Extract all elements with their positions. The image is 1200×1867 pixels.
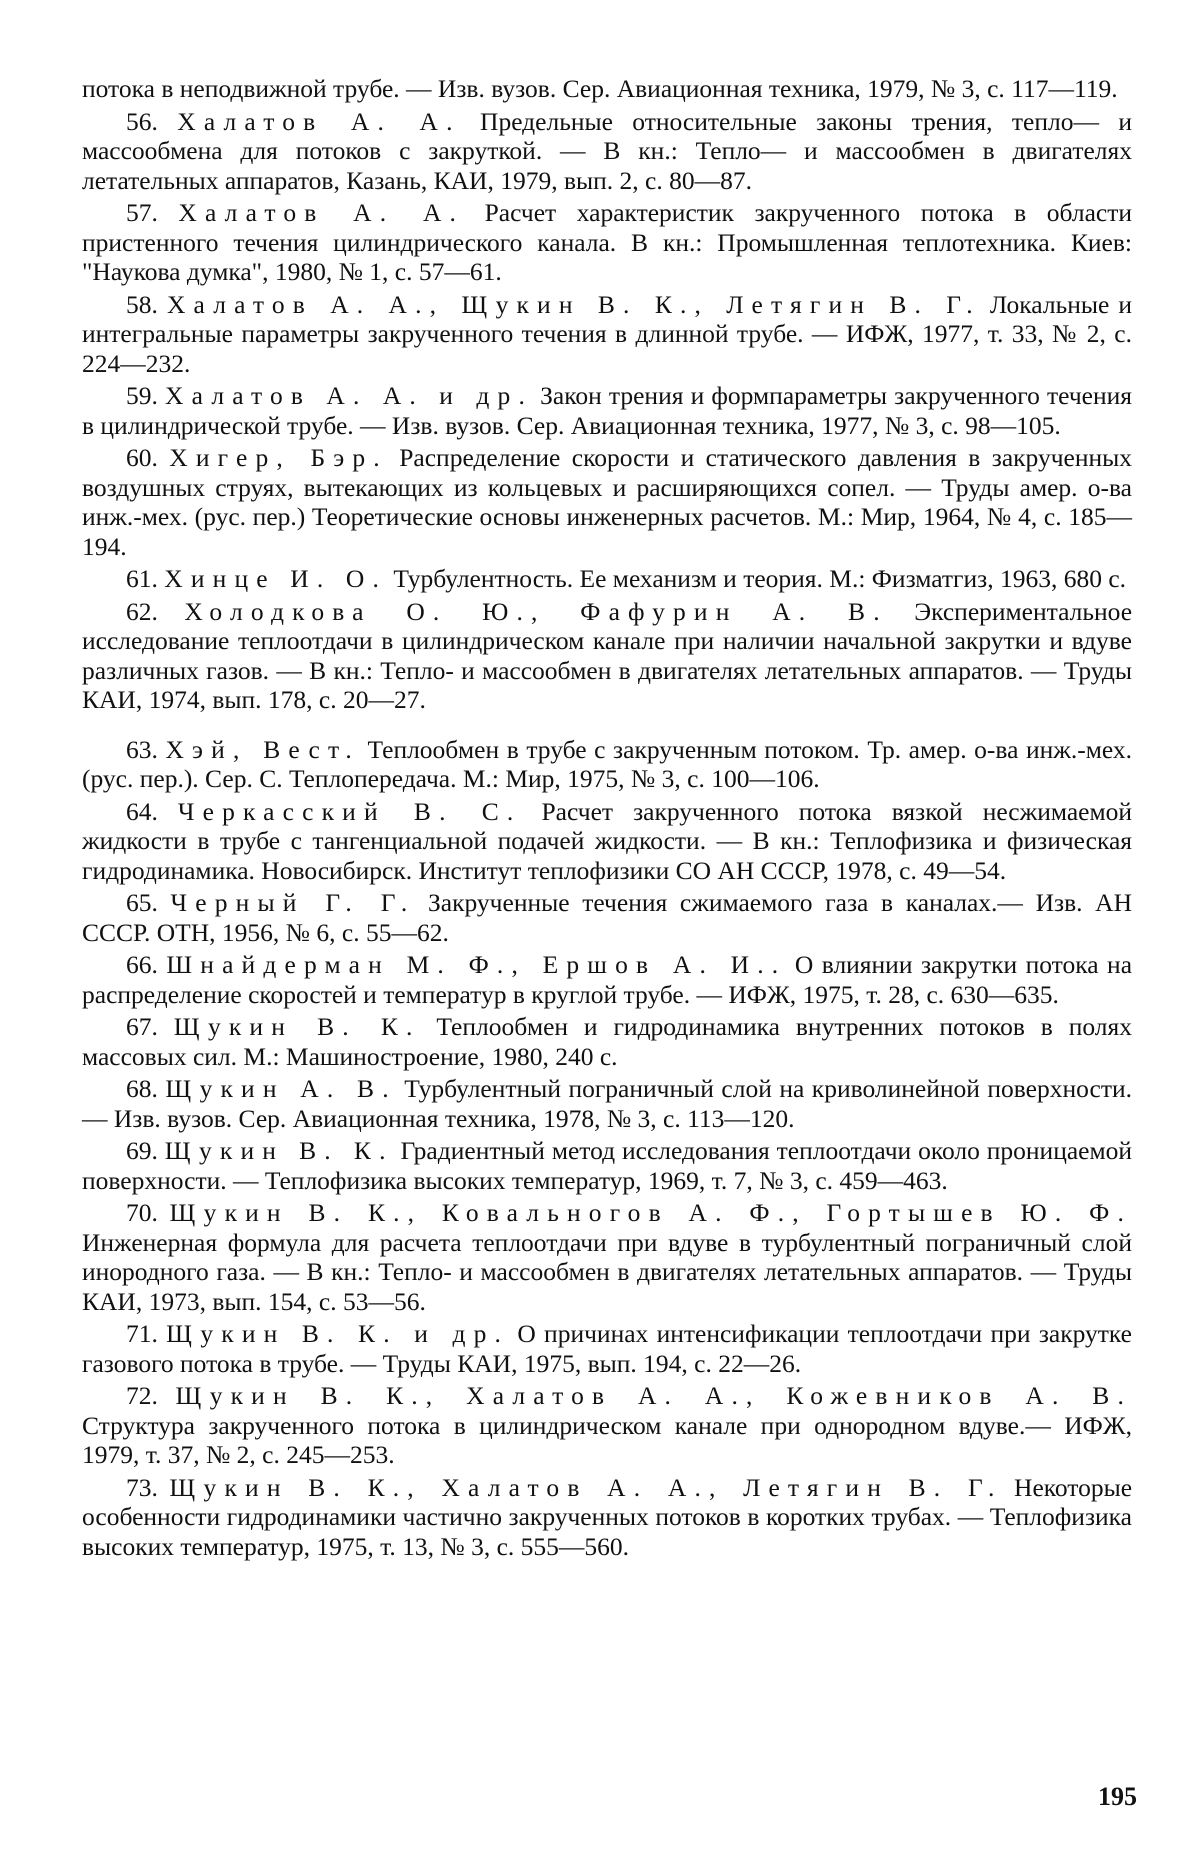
reference-author: Щукин В. К., Ковальногов А. Ф., Гортышев Ю. Ф.	[169, 1198, 1132, 1227]
reference-text: Локальные и интегральные параметры закрученного течения в длинной трубе. — ИФЖ, 1977, т. 33, № 2, с. 224—232.	[82, 290, 1132, 378]
reference-text: Закрученные течения сжимаемого газа в каналах.— Изв. АН СССР. ОТН, 1956, № 6, с. 55—62.	[82, 888, 1132, 947]
reference-number: 65.	[126, 888, 158, 917]
reference-entry-58	[82, 290, 1132, 379]
reference-entry-68	[82, 1074, 1132, 1133]
reference-number: 72.	[126, 1381, 158, 1410]
page-number: 195	[1098, 1782, 1137, 1812]
reference-entry-62	[82, 597, 1132, 715]
reference-text: потока в неподвижной трубе. — Изв. вузов. Сер. Авиационная техника, 1979, № 3, с. 117—119.	[82, 74, 1118, 103]
reference-entry-67	[82, 1012, 1132, 1071]
reference-author: Черный Г. Г.	[171, 888, 416, 917]
reference-entry-70	[82, 1198, 1132, 1316]
reference-entry-66	[82, 950, 1132, 1009]
reference-author: Холодкова О. Ю., Фафурин А. В.	[184, 597, 887, 626]
reference-text: Расчет характеристик закрученного потока в области пристенного течения цилиндрического канала. В кн.: Промышленная теплотехника. Киев: "Наукова думка", 1980, № 1, с. 57—61.	[82, 198, 1132, 286]
reference-number: 61.	[126, 564, 158, 593]
document-page	[0, 0, 1200, 1867]
reference-entry-continued	[82, 74, 1132, 104]
reference-text: Теплообмен в трубе с закрученным потоком. Тр. амер. о-ва инж.-мех. (рус. пер.). Сер. С. Теплопередача. М.: Мир, 1975, № 3, с. 100—106.	[82, 735, 1132, 794]
reference-author: Щукин В. К. и др.	[166, 1319, 509, 1348]
reference-text: Инженерная формула для расчета теплоотдачи при вдуве в турбулентный пограничный слой инородного газа. — В кн.: Тепло- и массообмен в двигателях летательных аппаратов. — Труды КАИ, 1973, вып. 154, с. 53—56.	[82, 1228, 1132, 1316]
reference-text: Предельные относительные законы трения, тепло— и массообмена для потоков с закруткой. — В кн.: Тепло— и массообмен в двигателях летательных аппаратов, Казань, КАИ, 1979, вып. 2, с. 80—87.	[82, 107, 1132, 195]
reference-number: 73.	[126, 1473, 158, 1502]
reference-author: Щукин А. В.	[165, 1074, 396, 1103]
reference-entry-71	[82, 1319, 1132, 1378]
reference-text: О причинах интенсификации теплоотдачи при закрутке газового потока в трубе. — Труды КАИ, 1975, вып. 194, с. 22—26.	[82, 1319, 1132, 1378]
reference-text: Турбулентный пограничный слой на криволинейной поверхности. — Изв. вузов. Сер. Авиационная техника, 1978, № 3, с. 113—120.	[82, 1074, 1132, 1133]
reference-number: 69.	[126, 1136, 158, 1165]
reference-number: 71.	[126, 1319, 158, 1348]
reference-number: 68.	[126, 1074, 158, 1103]
reference-author: Щукин В. К.	[165, 1136, 394, 1165]
reference-number: 62.	[126, 597, 158, 626]
reference-author: Хэй, Вест.	[165, 735, 359, 764]
reference-number: 63.	[126, 735, 158, 764]
reference-entry-73	[82, 1473, 1132, 1562]
reference-text: Экспериментальное исследование теплоотдачи в цилиндрическом канале при наличии начальной закрутки и вдуве различных газов. — В кн.: Тепло- и массообмен в двигателях летательных аппаратов. — Труды КАИ, 1974, вып. 178, с. 20—27.	[82, 597, 1132, 715]
reference-author: Щукин В. К., Халатов А. А., Летягин В. Г.	[169, 1473, 1002, 1502]
reference-entry-69	[82, 1136, 1132, 1195]
reference-author: Щукин В. К., Халатов А. А., Кожевников А. В.	[176, 1381, 1133, 1410]
reference-text: Некоторые особенности гидродинамики частично закрученных потоков в коротких трубах. — Теплофизика высоких температур, 1975, т. 13, № 3, с. 555—560.	[82, 1473, 1132, 1561]
reference-number: 57.	[126, 198, 158, 227]
reference-text: Теплообмен и гидродинамика внутренних потоков в полях массовых сил. М.: Машиностроение, 1980, 240 с.	[82, 1012, 1132, 1071]
reference-number: 66.	[126, 950, 158, 979]
reference-author: Халатов А. А. и др.	[165, 381, 533, 410]
reference-author: Щукин В. К.	[174, 1012, 421, 1041]
reference-entry-61	[82, 564, 1132, 594]
reference-number: 60.	[126, 443, 158, 472]
reference-author: Халатов А. А.	[178, 198, 464, 227]
reference-author: Черкасский В. С.	[178, 797, 522, 826]
reference-text: Закон трения и формпараметры закрученного течения в цилиндрической трубе. — Изв. вузов. Сер. Авиационная техника, 1977, № 3, с. 98—105.	[82, 381, 1132, 440]
reference-entry-65	[82, 888, 1132, 947]
reference-entry-72	[82, 1381, 1132, 1470]
reference-entry-56	[82, 107, 1132, 196]
reference-author: Шнайдерман М. Ф., Ершов А. И..	[166, 950, 786, 979]
reference-author: Хинце И. О.	[164, 564, 387, 593]
reference-number: 58.	[126, 290, 158, 319]
reference-text: Распределение скорости и статического давления в закрученных воздушных струях, вытекающих из кольцевых и расширяющихся сопел. — Труды амер. о-ва инж.-мех. (рус. пер.) Теоретические основы инженерных расчетов. М.: Мир, 1964, № 4, с. 185—194.	[82, 443, 1132, 561]
reference-entry-64	[82, 797, 1132, 886]
reference-text: Структура закрученного потока в цилиндрическом канале при однородном вдуве.— ИФЖ, 1979, т. 37, № 2, с. 245—253.	[82, 1411, 1132, 1470]
reference-entry-57	[82, 198, 1132, 287]
reference-text: Расчет закрученного потока вязкой несжимаемой жидкости в трубе с тангенциальной подачей жидкости. — В кн.: Теплофизика и физическая гидродинамика. Новосибирск. Институт теплофизики СО АН СССР, 1978, с. 49—54.	[82, 797, 1132, 885]
reference-number: 59.	[126, 381, 158, 410]
reference-author: Хигер, Бэр.	[169, 443, 388, 472]
bibliography-list	[82, 74, 1132, 1564]
reference-number: 64.	[126, 797, 158, 826]
reference-number: 56.	[126, 107, 158, 136]
reference-text: О влиянии закрутки потока на распределение скоростей и температур в круглой трубе. — ИФЖ, 1975, т. 28, с. 630—635.	[82, 950, 1132, 1009]
reference-text: Градиентный метод исследования теплоотдачи около проницаемой поверхности. — Теплофизика высоких температур, 1969, т. 7, № 3, с. 459—463.	[82, 1136, 1132, 1195]
reference-entry-59	[82, 381, 1132, 440]
reference-entry-63	[82, 735, 1132, 794]
reference-author: Халатов А. А., Щукин В. К., Летягин В. Г.	[167, 290, 981, 319]
reference-entry-60	[82, 443, 1132, 561]
reference-number: 70.	[126, 1198, 158, 1227]
reference-text: Турбулентность. Ее механизм и теория. М.: Физматгиз, 1963, 680 с.	[393, 564, 1126, 593]
reference-number: 67.	[126, 1012, 158, 1041]
reference-author: Халатов А. А.	[177, 107, 460, 136]
